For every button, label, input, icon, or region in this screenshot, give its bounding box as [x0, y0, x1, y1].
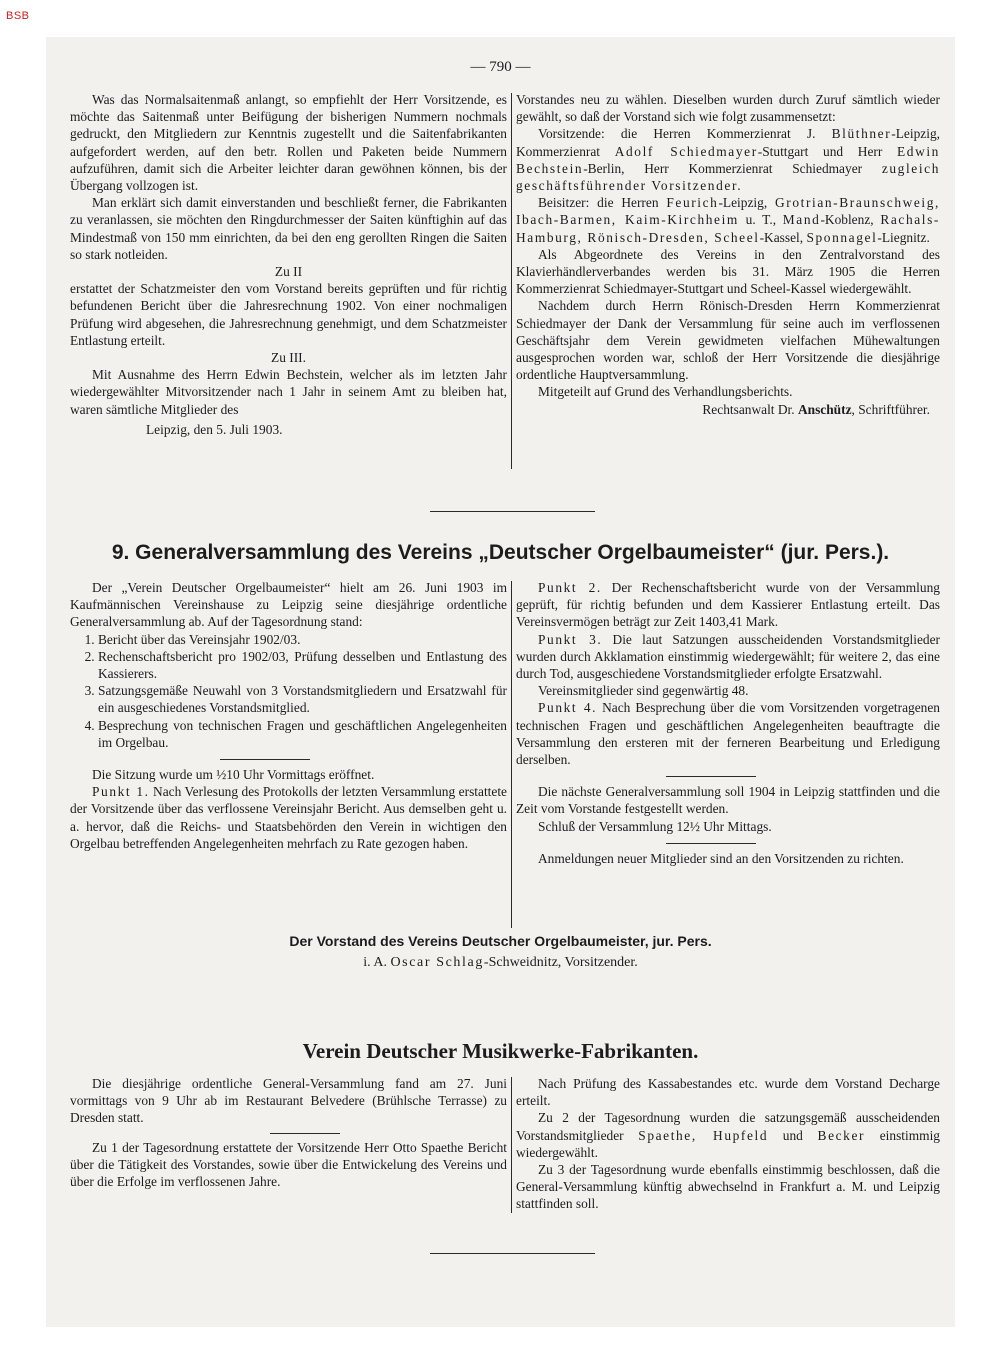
paragraph: erstattet der Schatzmeister den vom Vorstand bereits geprüften und für richtig befundenen Bericht über die Jahresrechnung 1902. Von einer nochmaligen Prüfung wird abgesehen, die Jahresrechnung genehmigt, und dem Schatzmeister Entlastung erteilt.	[70, 281, 507, 348]
paragraph-divider	[220, 759, 310, 760]
paragraph: Was das Normalsaitenmaß anlangt, so empfiehlt der Herr Vorsitzende, es möchte das Saitenmaß unter Beifügung der bisherigen Nummern nochmals gedruckt, den Mitgliedern zur Kenntnis zugestellt und die Saitenfabrikanten aufgefordert werden, auf den betr. Rollen und Paketen beide Nummern aufzuführen, damit sich die Arbeiter leichter daran gewöhnen können, bis der Übergang vollzogen ist.	[70, 92, 507, 194]
paragraph: Der „Verein Deutscher Orgelbaumeister“ hielt am 26. Juni 1903 im Kaufmännischen Vereinshause zu Leipzig seine diesjährige ordentliche Generalversammlung ab. Auf der Tagesordnung stand:	[70, 580, 507, 630]
signature: Rechtsanwalt Dr. Anschütz, Schriftführer.	[702, 401, 930, 417]
paragraph: Mitgeteilt auf Grund des Verhandlungsberichts.	[538, 384, 793, 400]
paragraph: Man erklärt sich damit einverstanden und beschließt ferner, die Fabrikanten zu veranlassen, sie möchten den Ringdurchmesser der Saiten künftighin auf das Mindestmaß von 150 mm einrichten, da bei den eng gerollten Ringen die Saiten so stark notleiden.	[70, 195, 507, 262]
agenda-list	[70, 631, 507, 751]
column-divider	[511, 93, 512, 469]
paragraph: Nach Prüfung des Kassabestandes etc. wurde dem Vorstand Decharge erteilt.	[516, 1076, 940, 1109]
paragraph: Vereinsmitglieder sind gegenwärtig 48.	[538, 683, 749, 699]
paragraph: Beisitzer: die Herren Feurich-Leipzig, Grotrian-Braunschweig, Ibach-Barmen, Kaim-Kirchheim u. T., Mand-Koblenz, Rachals-Hamburg, Rönisch-Dresden, Scheel-Kassel, Sponnagel-Liegnitz.	[516, 195, 940, 245]
paragraph: Die diesjährige ordentliche General-Versammlung fand am 27. Juni vormittags von 9 Uhr ab im Restaurant Belvedere (Brühlsche Terrasse) zu Dresden statt.	[70, 1076, 507, 1126]
section3-right-column	[516, 1075, 940, 1213]
paragraph: Zu 1 der Tagesordnung erstattete der Vorsitzende Herr Otto Spaethe Bericht über die Tätigkeit des Vorstandes, sowie über die Entwickelung des Vereins und über die Erfolge im verflossenen Jahre.	[70, 1139, 507, 1190]
paragraph: Die nächste Generalversammlung soll 1904 in Leipzig stattfinden und die Zeit vom Vorstande festgestellt werden.	[516, 784, 940, 817]
section3-left-column	[70, 1075, 507, 1190]
agenda-item: 1. Bericht über das Vereinsjahr 1902/03.	[98, 631, 507, 648]
agenda-item: 2. Rechenschaftsbericht pro 1902/03, Prüfung desselben und Entlastung des Kassierers.	[98, 648, 507, 682]
paragraph: Die Sitzung wurde um ½10 Uhr Vormittags eröffnet.	[92, 767, 375, 783]
section-heading: 9. Generalversammlung des Vereins „Deutscher Orgelbaumeister“ (jur. Pers.).	[111, 541, 890, 564]
agenda-item: 4. Besprechung von technischen Fragen und geschäftlichen Angelegenheiten im Orgelbau.	[98, 717, 507, 751]
top-left-column	[70, 91, 507, 438]
column-divider	[511, 581, 512, 928]
section-divider	[430, 511, 595, 512]
paragraph: Anmeldungen neuer Mitglieder sind an den Vorsitzenden zu richten.	[538, 850, 904, 866]
paragraph: Vorsitzende: die Herren Kommerzienrat J. Blüthner-Leipzig, Kommerzienrat Adolf Schiedmayer-Stuttgart und Herr Edwin Bechstein-Berlin, Herr Kommerzienrat Schiedmayer zugleich geschäftsführender Vorsitzender.	[516, 126, 940, 194]
section2-left-column	[70, 579, 507, 852]
paragraph: Mit Ausnahme des Herrn Edwin Bechstein, welcher als im letzten Jahr wiedergewählter Mitvorsitzender nach 1 Jahr in seinem Amt zu bleiben hat, waren sämtliche Mitglieder des	[70, 367, 507, 417]
paragraph: Zu 2 der Tagesordnung wurden die satzungsgemäß ausscheidenden Vorstandsmitglieder Spaethe, Hupfeld und Becker einstimmig wiedergewählt.	[516, 1110, 940, 1160]
paragraph: Schluß der Versammlung 12½ Uhr Mittags.	[538, 818, 772, 834]
paragraph-divider	[270, 1133, 340, 1134]
page-number: — 790 —	[470, 59, 531, 75]
section-marker: Zu II	[274, 264, 303, 280]
signature-line: Der Vorstand des Vereins Deutscher Orgelbaumeister, jur. Pers.	[289, 933, 712, 949]
paragraph: Punkt 2. Der Rechenschaftsbericht wurde von der Versammlung geprüft, für richtig befunden und dem Kassierer Entlastung erteilt. Das Vereinsvermögen beträgt zur Zeit 1403,41 Mark.	[516, 580, 940, 630]
dateline: Leipzig, den 5. Juli 1903.	[146, 421, 283, 437]
paragraph: Nachdem durch Herrn Rönisch-Dresden Herrn Kommerzienrat Schiedmayer der Dank der Versammlung für seine auch im verflossenen Geschäftsjahr dem Verein gewidmeten vielfachen Mühewaltungen ausgesprochen worden war, schloß der Herr Vorsitzende die diesjährige ordentliche Hauptversammlung.	[516, 298, 940, 383]
scanned-page	[46, 37, 955, 1327]
section-heading: Verein Deutscher Musikwerke-Fabrikanten.	[302, 1039, 699, 1063]
section2-right-column	[516, 579, 940, 867]
paragraph-divider	[666, 843, 756, 844]
section-marker: Zu III.	[271, 350, 306, 366]
section-divider	[430, 1253, 595, 1254]
paragraph: Punkt 1. Nach Verlesung des Protokolls der letzten Versammlung erstattete der Vorsitzende über das verflossene Vereinsjahr Bericht. Aus demselben geht u. a. hervor, daß die Reichs- und Staatsbehörden den Verein in wichtigen den Orgelbau betreffenden Angelegenheiten mehrfach zu Rate gezogen haben.	[70, 784, 507, 851]
top-right-column	[516, 91, 940, 418]
library-watermark: BSB	[6, 10, 30, 22]
paragraph: Punkt 3. Die laut Satzungen ausscheidenden Vorstandsmitglieder wurden durch Akklamation einstimmig wiedergewählt; für weitere 2, das eine durch Tod, ausgeschiedene Vorstandsmitglieder erfolgte Ersatzwahl.	[516, 631, 941, 682]
paragraph: Vorstandes neu zu wählen. Dieselben wurden durch Zuruf sämtlich wieder gewählt, so daß der Vorstand sich wie folgt zusammensetzt:	[516, 92, 940, 125]
paragraph: Punkt 4. Nach Besprechung über die vom Vorsitzenden vorgetragenen technischen Fragen und geschäftlichen Angelegenheiten beauftragte die Versammlung den ersteren mit der ferneren Bearbeitung und Erledigung derselben.	[516, 700, 940, 768]
paragraph: Als Abgeordnete des Vereins in den Zentralvorstand des Klavierhändlerverbandes werden bis 31. März 1905 die Herren Kommerzienrat Schiedmayer-Stuttgart und Scheel-Kassel wiedergewählt.	[516, 246, 940, 297]
column-divider	[511, 1077, 512, 1213]
signature-name: i. A. Oscar Schlag-Schweidnitz, Vorsitzender.	[363, 955, 638, 970]
agenda-item: 3. Satzungsgemäße Neuwahl von 3 Vorstandsmitgliedern und Ersatzwahl für ein ausgeschiedenes Vorstandsmitglied.	[98, 682, 507, 716]
paragraph-divider	[666, 776, 756, 777]
paragraph: Zu 3 der Tagesordnung wurde ebenfalls einstimmig beschlossen, daß die General-Versammlung künftig abwechselnd in Frankfurt a. M. und Leipzig stattfinden soll.	[516, 1162, 940, 1212]
